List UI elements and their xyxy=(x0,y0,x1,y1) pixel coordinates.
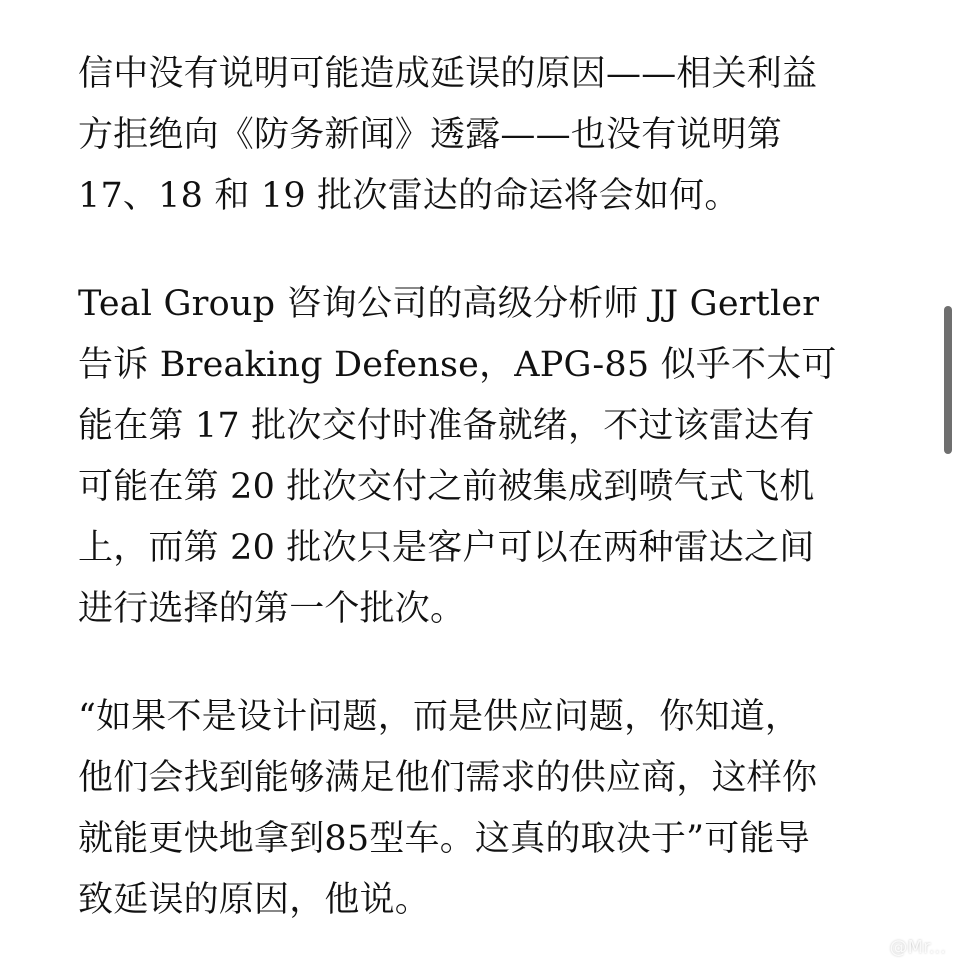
vertical-scrollbar[interactable] xyxy=(944,306,952,454)
text-line: 能在第 17 批次交付时准备就绪，不过该雷达有 xyxy=(78,406,815,446)
paragraph-3 xyxy=(78,687,878,931)
text-line: “如果不是设计问题，而是供应问题，你知道， xyxy=(78,697,801,737)
text-line: Teal Group 咨询公司的高级分析师 JJ Gertler xyxy=(78,284,820,324)
text-line: 可能在第 20 批次交付之前被集成到喷气式飞机 xyxy=(78,467,815,507)
text-line: 就能更快地拿到85型车。这真的取决于”可能导 xyxy=(78,819,810,859)
text-line: 方拒绝向《防务新闻》透露——也没有说明第 xyxy=(78,115,783,155)
text-line: 17、18 和 19 批次雷达的命运将会如何。 xyxy=(78,176,740,216)
article-body xyxy=(78,44,878,931)
paragraph-2 xyxy=(78,274,878,640)
text-line: 上，而第 20 批次只是客户可以在两种雷达之间 xyxy=(78,528,815,568)
watermark: @Mr... xyxy=(889,937,946,958)
text-line: 信中没有说明可能造成延误的原因——相关利益 xyxy=(78,54,818,94)
text-line: 致延误的原因，他说。 xyxy=(78,880,431,920)
text-line: 他们会找到能够满足他们需求的供应商，这样你 xyxy=(78,758,818,798)
text-line: 进行选择的第一个批次。 xyxy=(78,589,466,629)
paragraph-1 xyxy=(78,44,878,227)
text-line: 告诉 Breaking Defense，APG-85 似乎不太可 xyxy=(78,345,837,385)
